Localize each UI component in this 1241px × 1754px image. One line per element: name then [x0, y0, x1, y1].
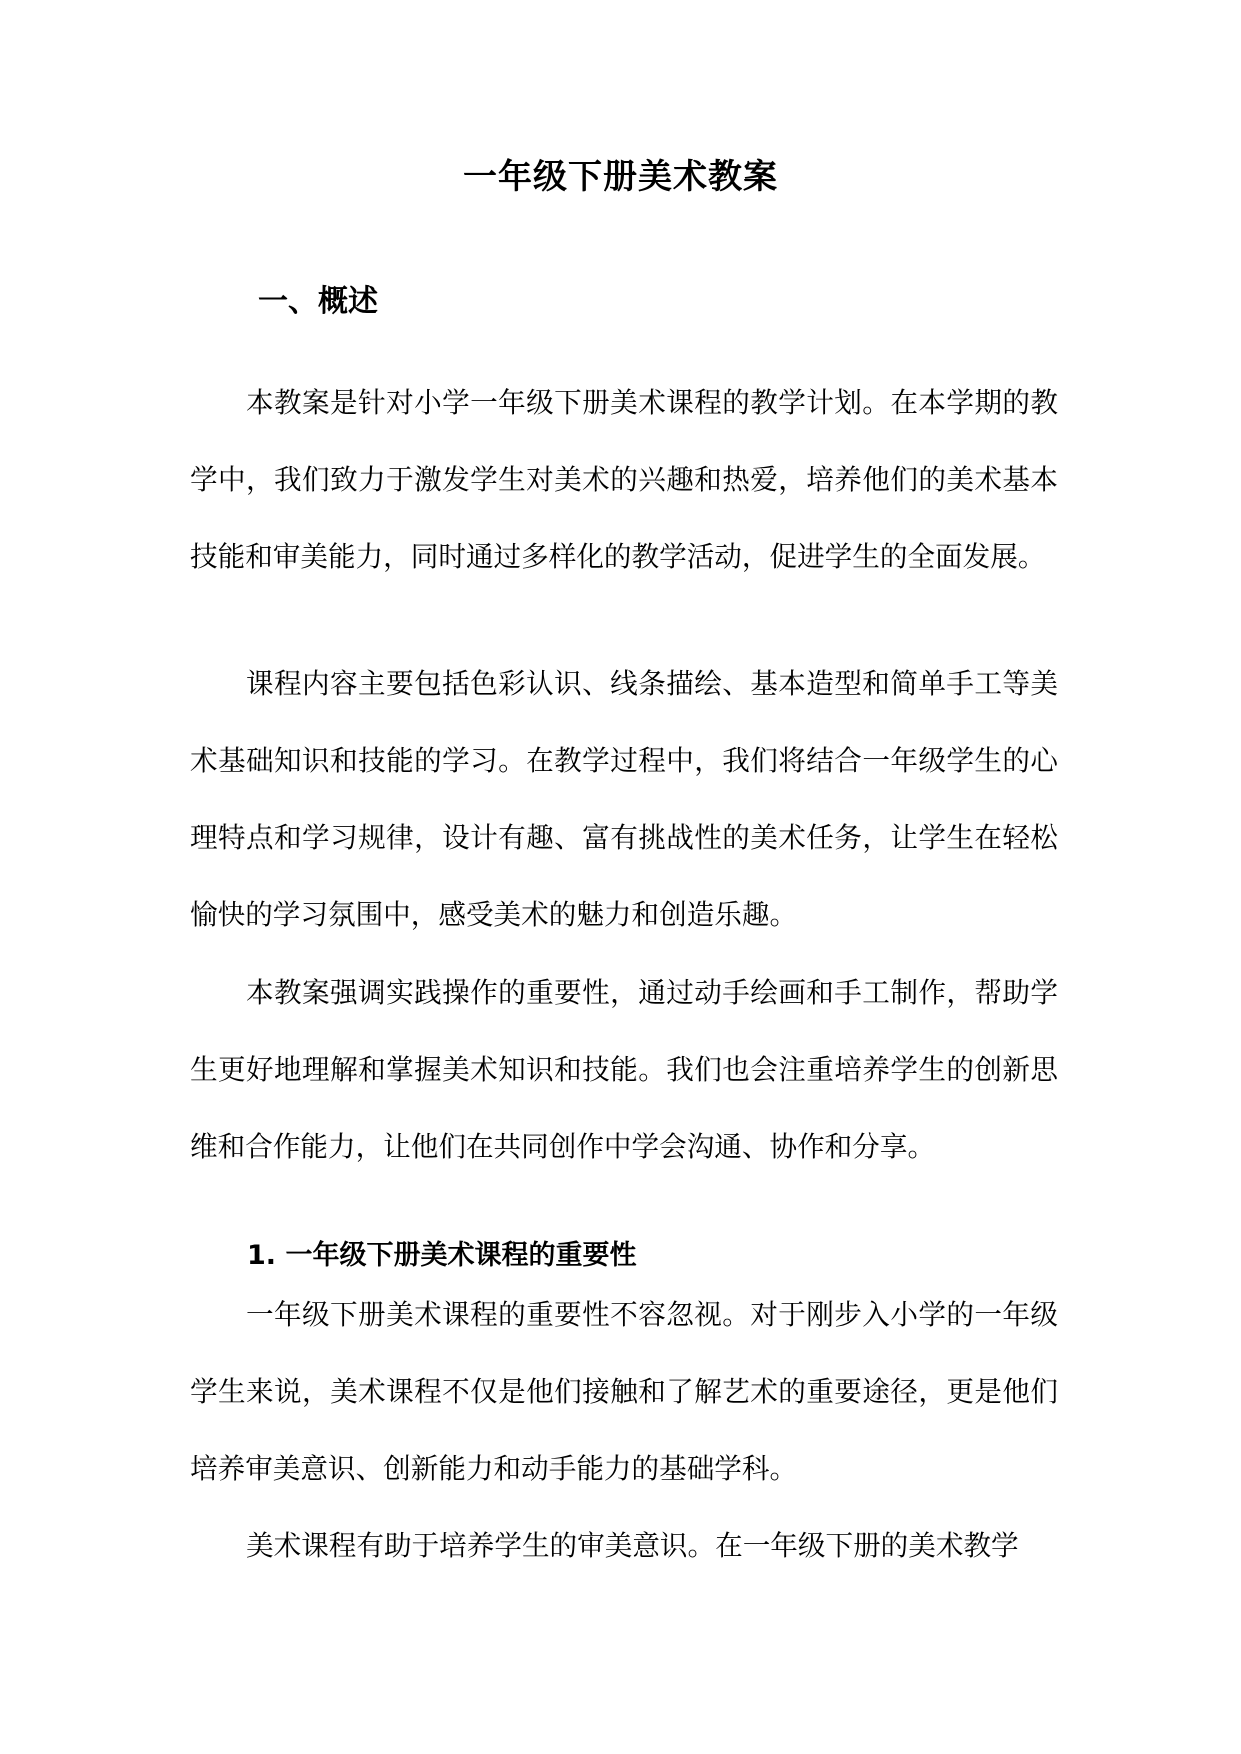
- paragraph: 一年级下册美术课程的重要性不容忽视。对于刚步入小学的一年级学生来说，美术课程不仅是他们接触和了解艺术的重要途径，更是他们培养审美意识、创新能力和动手能力的基础学科。: [190, 1298, 1058, 1485]
- section-heading-overview: 一、概述: [258, 284, 378, 319]
- paragraph: 本教案是针对小学一年级下册美术课程的教学计划。在本学期的教学中，我们致力于激发学生对美术的兴趣和热爱，培养他们的美术基本技能和审美能力，同时通过多样化的教学活动，促进学生的全面发展。: [190, 386, 1058, 573]
- paragraph: 美术课程有助于培养学生的审美意识。在一年级下册的美术教学: [246, 1529, 1019, 1562]
- document-title: 一年级下册美术教案: [463, 157, 778, 197]
- paragraph: 本教案强调实践操作的重要性，通过动手绘画和手工制作，帮助学生更好地理解和掌握美术知识和技能。我们也会注重培养学生的创新思维和合作能力，让他们在共同创作中学会沟通、协作和分享。: [190, 976, 1058, 1163]
- subsection-heading-importance: 1. 一年级下册美术课程的重要性: [247, 1240, 637, 1271]
- paragraph: 课程内容主要包括色彩认识、线条描绘、基本造型和简单手工等美术基础知识和技能的学习。在教学过程中，我们将结合一年级学生的心理特点和学习规律，设计有趣、富有挑战性的美术任务，让学生在轻松愉快的学习氛围中，感受美术的魅力和创造乐趣。: [190, 667, 1058, 931]
